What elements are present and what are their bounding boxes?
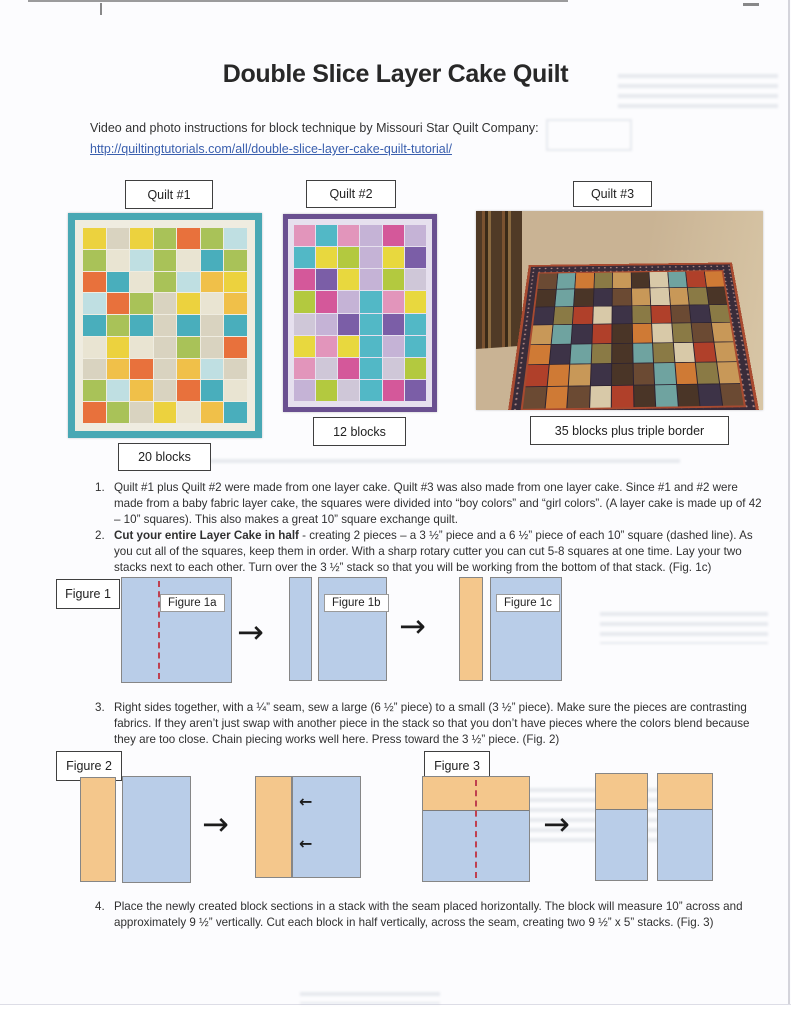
step-rest-text: - creating 2 pieces – a 3 ½” piece and a 6 ½” piece of each 10” square (dashed line). As you cut all of the squares, keep them in order. With a sharp rotary cutter you can cut 5-8 squares at one time. Lay your two stacks next to each other. Turn over the 3 ½” stack so that you will be working from the bottom of that stack. (Fig. 1c) — [114, 529, 753, 575]
quilt-patch — [692, 323, 713, 342]
quilt-patch — [201, 293, 224, 314]
quilt1-photo — [68, 213, 262, 438]
quilt-patch — [107, 228, 130, 249]
quilt3-photo — [476, 211, 763, 410]
tutorial-link[interactable]: http://quiltingtutorials.com/all/double-slice-layer-cake-quilt-tutorial/ — [90, 142, 452, 156]
quilt-patch — [130, 315, 153, 336]
scan-edge-artifact — [0, 1004, 791, 1005]
quilt-patch — [338, 291, 359, 312]
quilt2-patchwork — [294, 225, 426, 401]
quilt-patch — [590, 386, 611, 408]
quilt-patch — [567, 386, 589, 408]
quilt-patch — [316, 314, 337, 335]
step-number: 3. — [95, 701, 105, 714]
quilt-patch — [556, 273, 575, 289]
quilt-patch — [201, 250, 224, 271]
quilt-patch — [316, 380, 337, 401]
quilt-patch — [294, 291, 315, 312]
quilt3-perspective — [506, 262, 760, 410]
quilt2-label-box: Quilt #2 — [306, 180, 396, 208]
quilt-patch — [224, 228, 247, 249]
quilt-patch — [405, 225, 426, 246]
quilt-patch — [528, 345, 550, 365]
quilt-patch — [694, 342, 716, 362]
quilt-patch — [177, 337, 200, 358]
quilt-patch — [154, 402, 177, 423]
quilt-patch — [316, 291, 337, 312]
quilt-patch — [154, 359, 177, 380]
quilt-patch — [632, 289, 651, 306]
quilt1-inner-border — [75, 220, 255, 431]
quilt-patch — [338, 358, 359, 379]
quilt-patch — [383, 314, 404, 335]
step-2 — [95, 528, 767, 577]
quilt-patch — [294, 247, 315, 268]
quilt-patch — [154, 315, 177, 336]
quilt-patch — [201, 359, 224, 380]
quilt-patch — [405, 291, 426, 312]
bleedthrough-artifact — [300, 992, 440, 1004]
quilt-patch — [673, 343, 694, 363]
quilt-patch — [316, 269, 337, 290]
step-1 — [95, 480, 767, 529]
figure1a-square — [121, 577, 232, 683]
quilt2-inner-border — [288, 219, 432, 407]
quilt1-caption-box: 20 blocks — [118, 443, 211, 471]
quilt-patch — [107, 402, 130, 423]
quilt-patch — [405, 247, 426, 268]
quilt-patch — [707, 288, 728, 305]
quilt-patch — [294, 358, 315, 379]
quilt-patch — [224, 293, 247, 314]
quilt-patch — [405, 380, 426, 401]
quilt-patch — [717, 362, 740, 383]
quilt-patch — [83, 272, 106, 293]
quilt-patch — [360, 358, 381, 379]
step-number: 1. — [95, 481, 105, 494]
quilt-patch — [107, 359, 130, 380]
quilt-patch — [316, 225, 337, 246]
quilt-patch — [570, 344, 591, 364]
quilt-patch — [714, 342, 737, 362]
quilt-patch — [650, 288, 669, 305]
quilt-patch — [107, 380, 130, 401]
quilt-patch — [531, 325, 552, 344]
quilt2-caption-box: 12 blocks — [313, 417, 406, 446]
quilt-patch — [83, 402, 106, 423]
quilt-patch — [652, 324, 672, 343]
arrow-right-icon: → — [237, 613, 264, 651]
quilt-patch — [83, 359, 106, 380]
quilt-patch — [613, 289, 631, 306]
half-block-tan-part — [596, 774, 647, 810]
arrow-right-icon: → — [202, 805, 229, 843]
quilt-patch — [360, 269, 381, 290]
quilt-patch — [549, 344, 570, 364]
quilt-patch — [107, 337, 130, 358]
quilt-patch — [130, 337, 153, 358]
quilt-patch — [294, 314, 315, 335]
quilt-patch — [338, 380, 359, 401]
quilt-patch — [360, 314, 381, 335]
quilt-patch — [130, 359, 153, 380]
quilt-patch — [654, 363, 676, 384]
quilt-patch — [553, 307, 573, 325]
quilt-patch — [224, 337, 247, 358]
quilt-patch — [107, 272, 130, 293]
figure1-label-box: Figure 1 — [56, 579, 120, 609]
quilt-patch — [154, 228, 177, 249]
quilt-patch — [383, 380, 404, 401]
quilt-patch — [107, 315, 130, 336]
quilt-patch — [535, 290, 555, 307]
step-number: 2. — [95, 529, 105, 542]
quilt-patch — [83, 293, 106, 314]
quilt-patch — [177, 380, 200, 401]
quilt-patch — [574, 289, 593, 306]
quilt-patch — [612, 385, 633, 407]
scan-edge-artifact — [788, 0, 790, 1005]
quilt-patch — [688, 288, 708, 305]
quilt-patch — [551, 325, 572, 344]
scan-mark-artifact — [100, 3, 102, 15]
figure1b-large-piece — [318, 577, 387, 681]
quilt-patch — [698, 384, 721, 406]
quilt-patch — [526, 365, 549, 386]
quilt-patch — [593, 289, 612, 306]
quilt-patch — [545, 386, 568, 408]
quilt-patch — [360, 336, 381, 357]
quilt-patch — [405, 336, 426, 357]
quilt-patch — [547, 365, 569, 386]
quilt-patch — [154, 293, 177, 314]
figure1c-flipped-strip — [459, 577, 483, 681]
quilt-patch — [224, 380, 247, 401]
quilt-patch — [573, 307, 593, 325]
quilt3-outer-border — [506, 262, 760, 410]
quilt-patch — [569, 364, 590, 385]
quilt-patch — [632, 306, 651, 324]
quilt3-patchwork — [523, 271, 744, 409]
quilt-patch — [338, 225, 359, 246]
quilt1-label-box: Quilt #1 — [125, 180, 213, 209]
quilt-patch — [338, 314, 359, 335]
quilt-patch — [555, 290, 575, 307]
bleedthrough-artifact — [600, 612, 768, 644]
figure3-block — [422, 776, 530, 882]
quilt-patch — [632, 324, 652, 343]
quilt-patch — [107, 293, 130, 314]
quilt-patch — [177, 272, 200, 293]
quilt-patch — [201, 402, 224, 423]
quilt-patch — [711, 323, 733, 342]
quilt3-caption-box: 35 blocks plus triple border — [530, 416, 729, 445]
figure1b-small-strip — [289, 577, 312, 681]
quilt-patch — [709, 305, 730, 323]
quilt-patch — [294, 380, 315, 401]
quilt-patch — [670, 305, 690, 323]
quilt-patch — [613, 272, 631, 288]
quilt-patch — [338, 247, 359, 268]
quilt-patch — [612, 324, 631, 343]
quilt-patch — [383, 269, 404, 290]
quilt-patch — [154, 337, 177, 358]
quilt-patch — [383, 336, 404, 357]
quilt-patch — [686, 271, 706, 287]
quilt-patch — [669, 288, 689, 305]
quilt-patch — [224, 359, 247, 380]
quilt-patch — [316, 336, 337, 357]
quilt-patch — [294, 225, 315, 246]
quilt-patch — [83, 337, 106, 358]
quilt-patch — [224, 402, 247, 423]
quilt-patch — [653, 343, 674, 363]
quilt-patch — [633, 343, 653, 363]
figure2-sewn-block — [255, 776, 361, 878]
quilt-patch — [383, 358, 404, 379]
half-block-blue-part — [658, 810, 712, 880]
quilt-patch — [649, 272, 668, 288]
quilt-patch — [612, 364, 633, 385]
quilt-patch — [634, 385, 656, 407]
scan-mark-artifact — [743, 3, 759, 6]
quilt-patch — [360, 380, 381, 401]
arrow-right-icon: → — [543, 805, 570, 843]
quilt-patch — [338, 336, 359, 357]
quilt3-inner-border — [520, 270, 746, 410]
quilt-patch — [224, 272, 247, 293]
half-block-blue-part — [596, 810, 647, 880]
quilt-patch — [383, 225, 404, 246]
quilt-patch — [154, 272, 177, 293]
quilt-patch — [405, 314, 426, 335]
figure1b-label: Figure 1b — [324, 594, 389, 612]
figure3-label-box: Figure 3 — [424, 751, 490, 781]
quilt-patch — [590, 364, 611, 385]
quilt-patch — [177, 315, 200, 336]
figure3-half-block-2 — [657, 773, 713, 881]
quilt-patch — [83, 228, 106, 249]
step-number: 4. — [95, 900, 105, 913]
quilt-patch — [224, 315, 247, 336]
quilt-patch — [177, 402, 200, 423]
quilt-patch — [201, 315, 224, 336]
intro-text — [90, 118, 710, 160]
quilt-patch — [594, 273, 612, 289]
quilt-patch — [154, 250, 177, 271]
page-title: Double Slice Layer Cake Quilt — [222, 60, 569, 88]
quilt-patch — [690, 305, 711, 323]
quilt-patch — [631, 272, 649, 288]
figure2-label-box: Figure 2 — [56, 751, 122, 781]
step-text: Place the newly created block sections in a stack with the seam placed horizontally. The block will measure 10” across and approximately 9 ½” vertically. Cut each block in half vertically, across the seam, creating two 9 ½” x 5” stacks. (Fig. 3) — [114, 900, 743, 930]
step-text — [114, 528, 767, 577]
intro-line: Video and photo instructions for block technique by Missouri Star Quilt Company: — [90, 121, 539, 135]
step-text: Quilt #1 plus Quilt #2 were made from one layer cake. Quilt #3 was also made from one layer cake. Since #1 and #2 were made from a baby fabric layer cake, the squares were divided into “boy colors” and “girl colors”. (A layer cake is made up of 42 – 10” squares). This also makes a great 10” square exchange quilt. — [114, 481, 762, 527]
quilt-patch — [677, 384, 700, 406]
figure1c-large-piece — [490, 577, 562, 681]
figure2-small-piece — [80, 777, 116, 882]
quilt-patch — [360, 225, 381, 246]
quilt-patch — [201, 228, 224, 249]
quilt-patch — [83, 315, 106, 336]
quilt-patch — [130, 272, 153, 293]
quilt-patch — [612, 343, 632, 363]
quilt-patch — [177, 250, 200, 271]
step-3 — [95, 700, 767, 749]
quilt2-photo — [283, 214, 437, 412]
quilt-patch — [83, 250, 106, 271]
press-arrow-left-icon: ← — [299, 834, 313, 853]
step-bold-text: Cut your entire Layer Cake in half — [114, 529, 299, 542]
quilt-patch — [704, 271, 724, 287]
quilt-patch — [360, 291, 381, 312]
quilt-patch — [593, 306, 612, 324]
quilt3-label-box: Quilt #3 — [573, 181, 652, 207]
quilt-patch — [672, 323, 693, 342]
quilt-patch — [383, 291, 404, 312]
quilt-patch — [383, 247, 404, 268]
quilt-patch — [523, 387, 546, 409]
quilt-patch — [591, 344, 611, 364]
quilt-patch — [107, 250, 130, 271]
quilt-patch — [575, 273, 594, 289]
quilt-patch — [83, 380, 106, 401]
quilt-patch — [533, 307, 554, 325]
quilt-patch — [592, 324, 612, 343]
quilt-patch — [294, 336, 315, 357]
quilt-patch — [201, 380, 224, 401]
sewn-block-tan-part — [255, 776, 292, 878]
quilt-patch — [655, 385, 677, 407]
quilt-patch — [130, 402, 153, 423]
quilt-patch — [651, 305, 671, 323]
quilt-patch — [405, 269, 426, 290]
figure1a-label: Figure 1a — [160, 594, 225, 612]
quilt-patch — [668, 272, 687, 288]
quilt-patch — [720, 384, 744, 406]
arrow-right-icon: → — [399, 607, 426, 645]
figure1c-label: Figure 1c — [496, 594, 560, 612]
quilt-patch — [201, 272, 224, 293]
quilt-patch — [633, 363, 654, 384]
figure2-large-piece — [122, 776, 191, 883]
quilt-patch — [338, 269, 359, 290]
quilt-patch — [316, 358, 337, 379]
quilt-patch — [177, 359, 200, 380]
quilt-patch — [696, 362, 719, 383]
bookshelf-in-photo — [476, 211, 522, 349]
quilt-patch — [201, 337, 224, 358]
press-arrow-left-icon: ← — [299, 792, 313, 811]
quilt-patch — [405, 358, 426, 379]
step-4 — [95, 899, 767, 931]
quilt-patch — [130, 250, 153, 271]
quilt-patch — [294, 269, 315, 290]
quilt-patch — [154, 380, 177, 401]
quilt-patch — [572, 325, 592, 344]
quilt-patch — [538, 273, 557, 289]
quilt-patch — [224, 250, 247, 271]
quilt-patch — [360, 247, 381, 268]
quilt1-patchwork — [83, 228, 247, 423]
half-block-tan-part — [658, 774, 712, 810]
scan-edge-artifact — [28, 0, 568, 2]
quilt-patch — [316, 247, 337, 268]
cut-line-dashed — [475, 780, 477, 878]
step-text: Right sides together, with a ¼” seam, sew a large (6 ½” piece) to a small (3 ½” piece). Make sure the pieces are contrasting fabrics. If they aren’t just swap with another piece in the stack so that you don’t have pieces where the colors blend because they are too close. Chain piecing works well here. Press toward the 3 ½” piece. (Fig. 2) — [114, 701, 750, 747]
quilt-patch — [612, 306, 631, 324]
quilt-patch — [177, 293, 200, 314]
figure3-half-block-1 — [595, 773, 648, 881]
quilt-patch — [675, 363, 697, 384]
quilt-patch — [130, 380, 153, 401]
quilt-patch — [130, 228, 153, 249]
quilt-patch — [177, 228, 200, 249]
quilt-patch — [130, 293, 153, 314]
